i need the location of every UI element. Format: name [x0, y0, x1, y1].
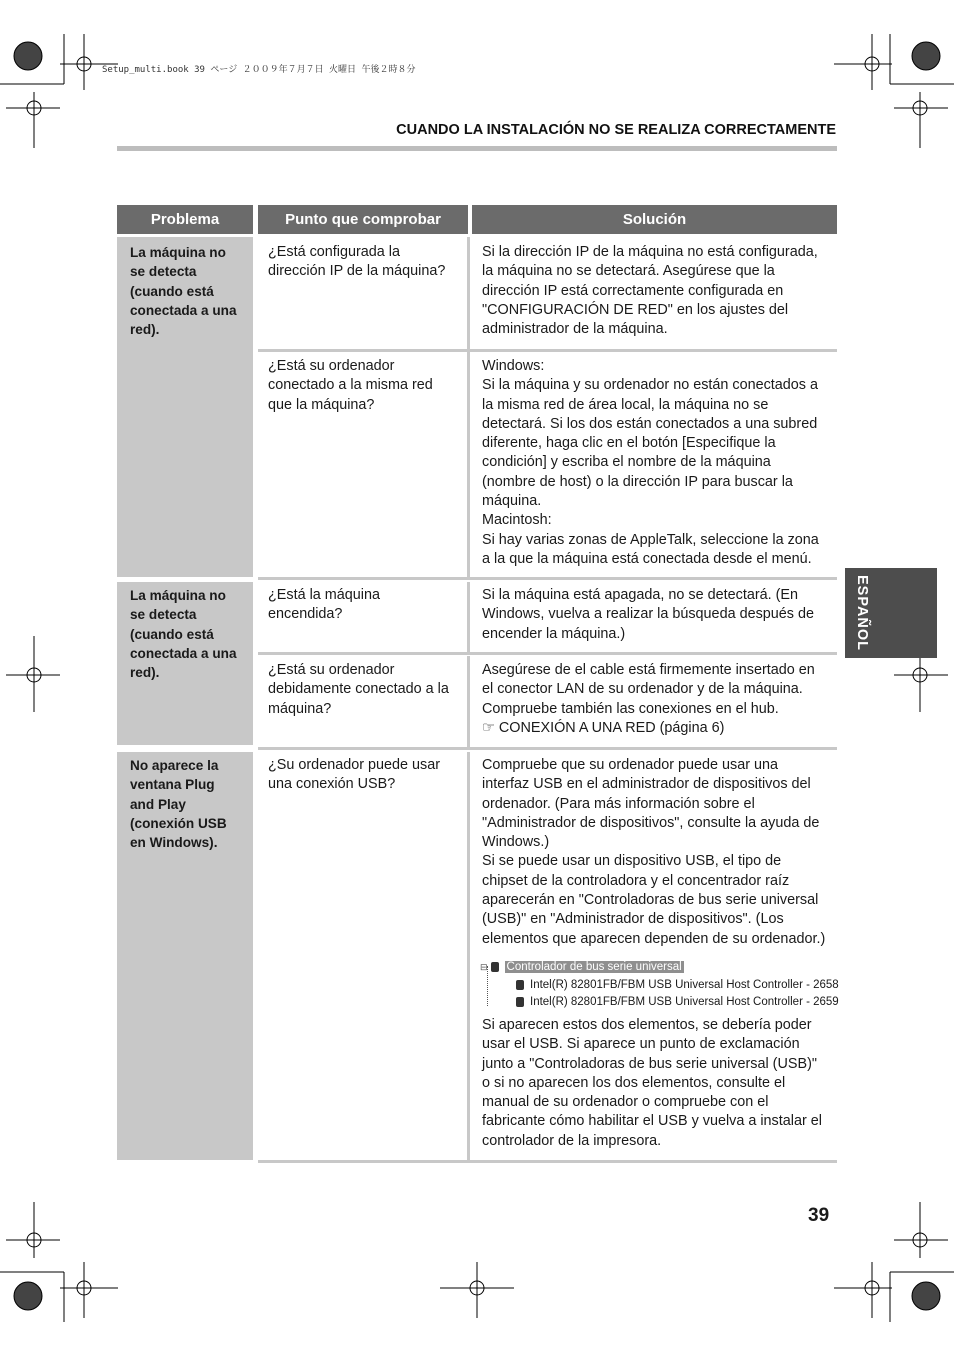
- usb-icon: [491, 962, 499, 972]
- row-rule: [258, 652, 837, 655]
- row-rule: [258, 747, 837, 750]
- check-text: ¿Su ordenador puede usar una conexión USB?: [268, 757, 441, 793]
- reference-link[interactable]: ☞ CONEXIÓN A UNA RED (página 6): [482, 719, 725, 736]
- solution-text: Si aparecen estos dos elementos, se debería poder usar el USB. Si aparece un punto de exclamación junto a "Controladoras de bus serie universal (USB)" o si no aparecen los dos elementos, consulte el manual de su ordenador o compruebe con el fabricante cómo habilitar el USB y vuelva a instalar el controlador de la impresora.: [482, 1017, 822, 1149]
- device-tree-item: Intel(R) 82801FB/FBM USB Universal Host Controller - 2659: [516, 994, 839, 1011]
- print-header: Setup_multi.book 39 ページ ２００９年７月７日 火曜日 午後２時８分: [102, 65, 416, 75]
- usb-icon: [516, 980, 524, 990]
- problem-text-1: La máquina no se detecta (cuando está conectada a una red).: [130, 245, 237, 338]
- device-tree: [480, 958, 839, 1014]
- title-rule: [117, 146, 837, 151]
- check-text: ¿Está la máquina encendida?: [268, 587, 380, 623]
- divider: [467, 352, 470, 577]
- divider: [467, 237, 470, 349]
- row-rule: [258, 577, 837, 580]
- problem-text-2: La máquina no se detecta (cuando está conectada a una red).: [130, 588, 237, 681]
- check-text: ¿Está configurada la dirección IP de la máquina?: [268, 244, 446, 280]
- solution-text: Si la dirección IP de la máquina no está configurada, la máquina no se detectará. Asegúrese que la dirección IP está correctamente configurada en "CONFIGURACIÓN DE RED" en los ajustes del administrador de la máquina.: [482, 244, 818, 338]
- header-problema: Problema: [117, 205, 253, 234]
- device-tree-root: ⊟ Controlador de bus serie universal: [480, 961, 682, 973]
- check-text: ¿Está su ordenador debidamente conectado a la máquina?: [268, 662, 449, 717]
- solution-text: Si la máquina está apagada, no se detectará. (En Windows, vuelva a realizar la búsqueda después de encender la máquina.): [482, 587, 814, 642]
- divider: [467, 656, 470, 747]
- solution-text: Asegúrese de el cable está firmemente insertado en el conector LAN de su ordenador y de la máquina. Compruebe también las conexiones en el hub. ☞ CONEXIÓN A UNA RED (página 6): [482, 661, 832, 738]
- row-rule: [258, 349, 837, 352]
- divider: [467, 582, 470, 652]
- problem-text-3: No aparece la ventana Plug and Play (conexión USB en Windows).: [130, 758, 227, 851]
- check-text: ¿Está su ordenador conectado a la misma red que la máquina?: [268, 358, 433, 413]
- device-tree-item: Intel(R) 82801FB/FBM USB Universal Host Controller - 2658: [516, 977, 839, 994]
- row-rule: [258, 1160, 837, 1163]
- solution-text: Windows: Si la máquina y su ordenador no están conectados a la misma red de área local, la máquina no se detectará. Si los dos están conectados a una subred diferente, haga clic en el botón [Especifique la condición] y escriba el nombre de la máquina (nombre de host) o la dirección IP para buscar la máquina. Macintosh: Si hay varias zonas de AppleTalk, seleccione la zona a la que la máquina está conectada desde el menú.: [482, 358, 819, 567]
- solution-text: Compruebe que su ordenador puede usar una interfaz USB en el administrador de dispositivos del ordenador. (Para más información sobre el "Administrador de dispositivos", consulte la ayuda de Windows.) Si se puede usar un dispositivo USB, el tipo de chipset de la controladora y el concentrador raíz aparecerán en "Controladoras de bus serie universal (USB)" en "Administrador de dispositivos". (Los elementos que aparecen dependen de su ordenador.): [482, 757, 826, 947]
- divider: [467, 752, 470, 1160]
- usb-icon: [516, 997, 524, 1007]
- header-solucion: Solución: [472, 205, 837, 234]
- section-title: CUANDO LA INSTALACIÓN NO SE REALIZA CORRECTAMENTE: [396, 122, 836, 138]
- language-tab-label: ESPAÑOL: [854, 575, 870, 652]
- page-number: 39: [808, 1205, 830, 1226]
- header-punto: Punto que comprobar: [258, 205, 468, 234]
